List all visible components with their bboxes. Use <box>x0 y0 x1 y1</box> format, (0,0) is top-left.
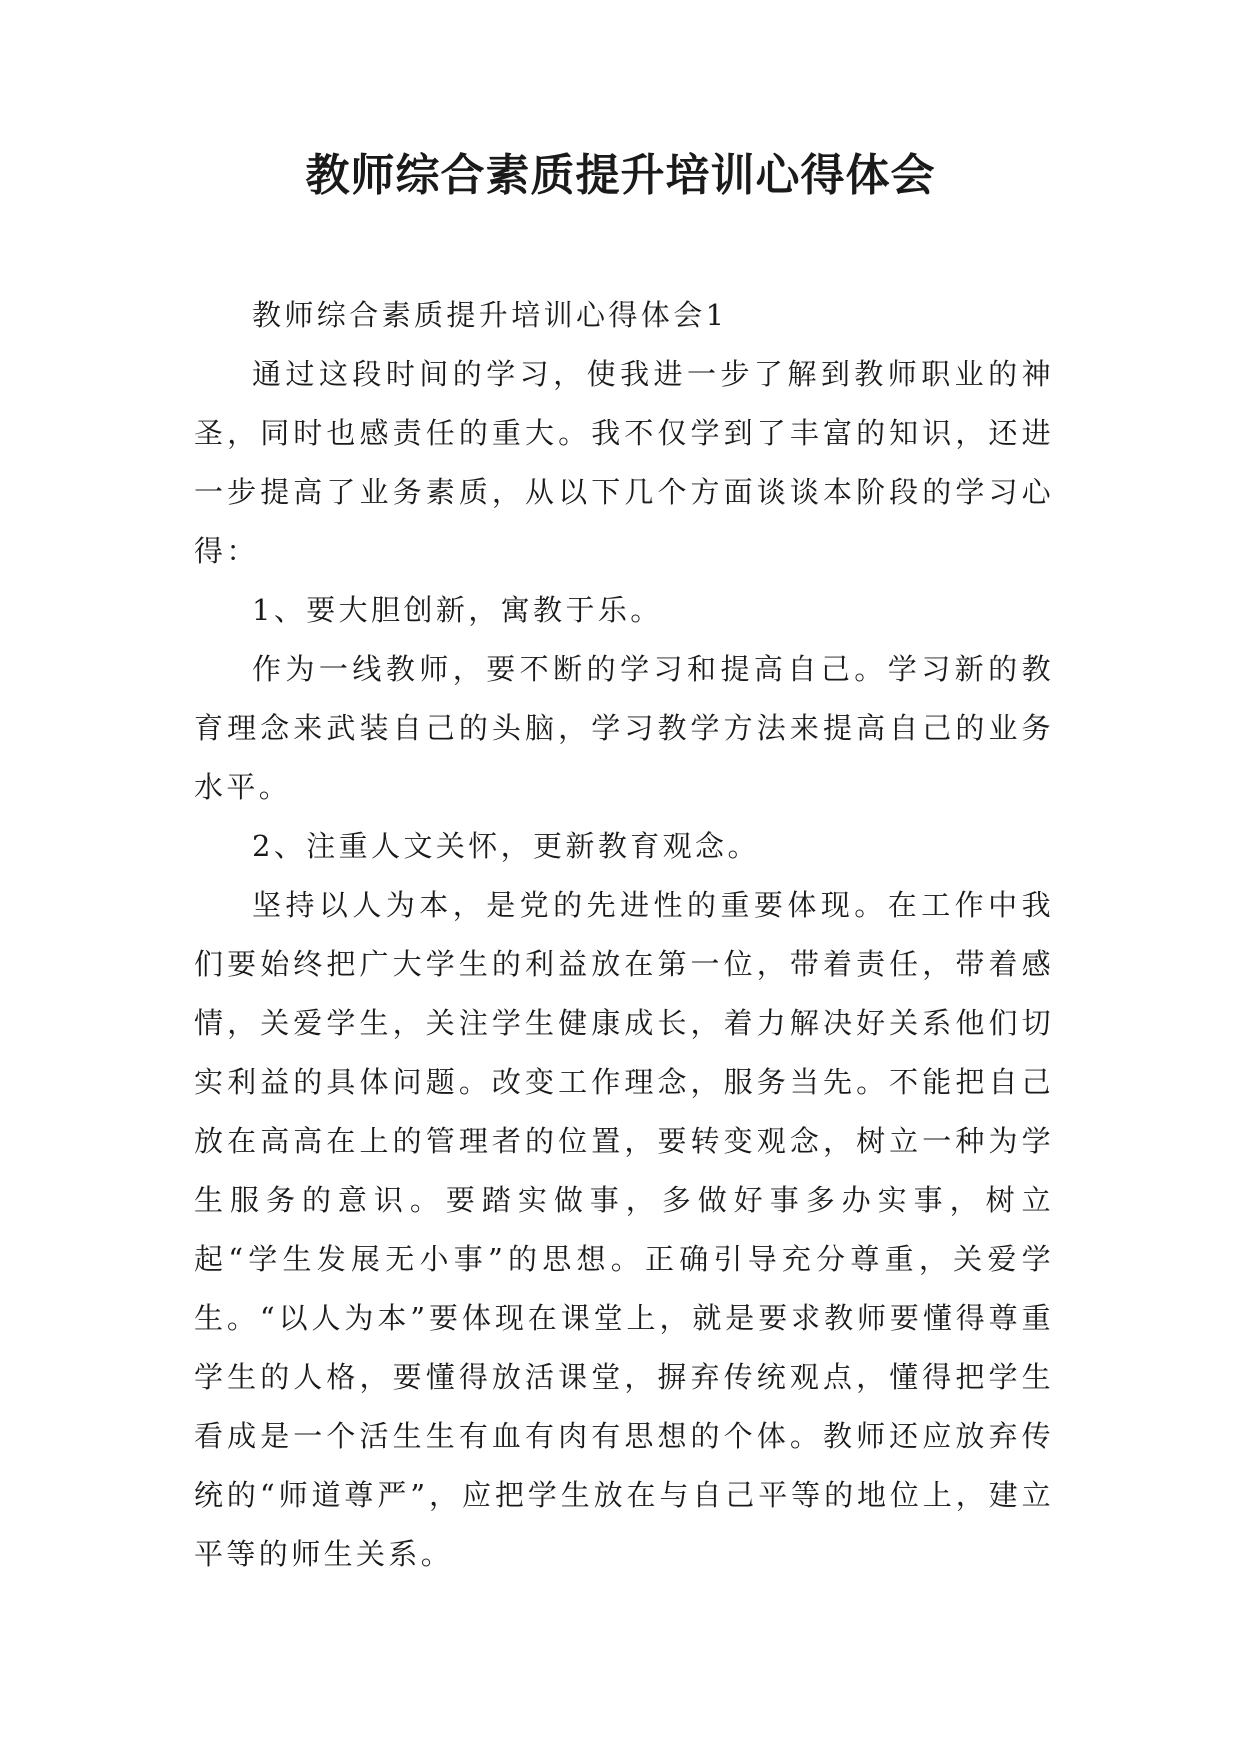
section-heading: 教师综合素质提升培训心得体会1 <box>252 298 728 332</box>
point-body-2: 坚持以人为本，是党的先进性的重要体现。在工作中我们要始终把广大学生的利益放在第一位，带着责任，带着感情，关爱学生，关注学生健康成长，着力解决好关系他们切实利益的具体问题。改变工作理念，服务当先。不能把自己放在高高在上的管理者的位置，要转变观念，树立一种为学生服务的意识。要踏实做事，多做好事多办实事，树立起“学生发展无小事”的思想。正确引导充分尊重，关爱学生。“以人为本”要体现在课堂上，就是要求教师要懂得尊重学生的人格，要懂得放活课堂，摒弃传统观点，懂得把学生看成是一个活生生有血有肉有思想的个体。教师还应放弃传统的“师道尊严”，应把学生放在与自己平等的地位上，建立平等的师生关系。 <box>194 888 1054 1571</box>
point-body-1: 作为一线教师，要不断的学习和提高自己。学习新的教育理念来武装自己的头脑，学习教学方法来提高自己的业务水平。 <box>194 652 1054 804</box>
point-heading-2: 2、注重人文关怀，更新教育观念。 <box>252 829 760 863</box>
document-title: 教师综合素质提升培训心得体会 <box>305 150 936 201</box>
point-heading-1: 1、要大胆创新，寓教于乐。 <box>252 593 663 627</box>
intro-paragraph: 通过这段时间的学习，使我进一步了解到教师职业的神圣，同时也感责任的重大。我不仅学到了丰富的知识，还进一步提高了业务素质，从以下几个方面谈谈本阶段的学习心得： <box>194 357 1054 568</box>
document-body <box>194 286 1054 1584</box>
